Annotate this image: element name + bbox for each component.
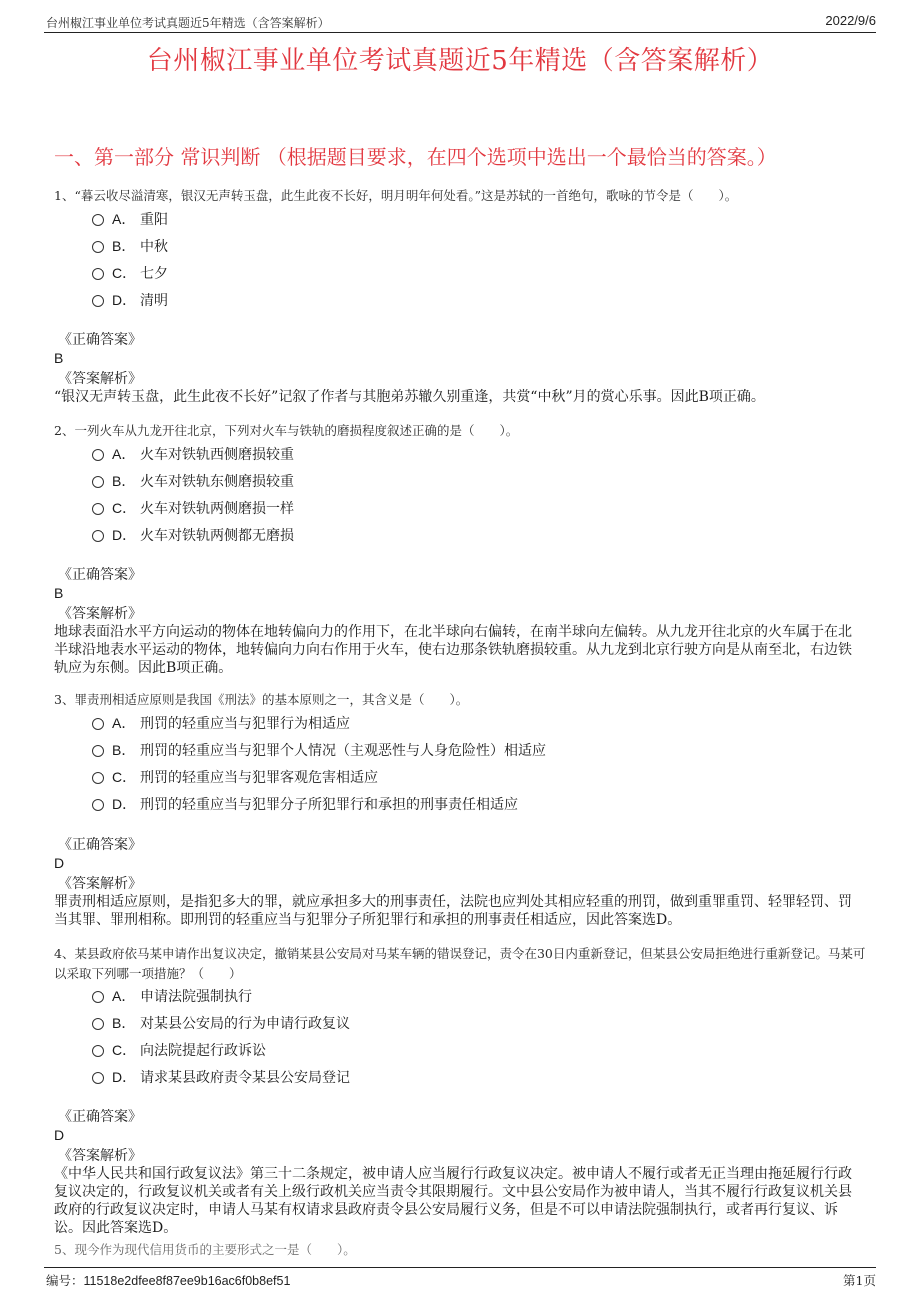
radio-icon[interactable] bbox=[92, 295, 104, 307]
option-text: 清明 bbox=[140, 293, 168, 309]
option-letter: C． bbox=[112, 500, 137, 516]
option-a[interactable] bbox=[92, 209, 168, 230]
option-letter: D． bbox=[112, 292, 137, 308]
radio-icon[interactable] bbox=[92, 745, 104, 757]
answer-label: 《正确答案》 bbox=[58, 567, 142, 583]
option-letter: A． bbox=[112, 988, 136, 1004]
answer-label: 《正确答案》 bbox=[58, 1109, 142, 1125]
answer-label: 《正确答案》 bbox=[58, 332, 142, 348]
header-date: 2022/9/6 bbox=[825, 13, 876, 28]
option-letter: B． bbox=[112, 1015, 136, 1031]
option-b[interactable] bbox=[92, 471, 294, 492]
option-letter: A． bbox=[112, 446, 136, 462]
question-stem: 4、某县政府依马某申请作出复议决定，撤销某县公安局对马某车辆的错误登记，责令在30日内重新登记，但某县公安局拒绝进行重新登记。马某可以采取下列哪一项措施？（ ） bbox=[54, 946, 866, 981]
question-stem: 1、“暮云收尽溢清寒，银汉无声转玉盘，此生此夜不长好，明月明年何处看。”这是苏轼的一首绝句，歌咏的节令是（ ）。 bbox=[54, 188, 738, 203]
option-text: 火车对铁轨西侧磨损较重 bbox=[140, 447, 294, 463]
radio-icon[interactable] bbox=[92, 799, 104, 811]
option-b[interactable] bbox=[92, 740, 546, 761]
option-d[interactable] bbox=[92, 794, 518, 815]
radio-icon[interactable] bbox=[92, 1045, 104, 1057]
option-letter: A． bbox=[112, 715, 136, 731]
explanation-text: 罪责刑相适应原则，是指犯多大的罪，就应承担多大的刑事责任，法院也应判处其相应轻重的刑罚，做到重罪重罚、轻罪轻罚、罚当其罪、罪刑相称。即刑罚的轻重应当与犯罪分子所犯罪行和承担的刑事责任相适应，因此答案选D。 bbox=[54, 894, 852, 928]
option-b[interactable] bbox=[92, 1013, 350, 1034]
explanation-label: 《答案解析》 bbox=[58, 1148, 142, 1164]
radio-icon[interactable] bbox=[92, 1072, 104, 1084]
explanation-label: 《答案解析》 bbox=[58, 371, 142, 387]
option-d[interactable] bbox=[92, 290, 168, 311]
option-letter: A． bbox=[112, 211, 136, 227]
correct-answer: B bbox=[54, 350, 64, 366]
footer-code: 编号：11518e2dfee8f87ee9b16ac6f0b8ef51 bbox=[46, 1274, 291, 1288]
radio-icon[interactable] bbox=[92, 241, 104, 253]
option-letter: D． bbox=[112, 1069, 137, 1085]
radio-icon[interactable] bbox=[92, 268, 104, 280]
option-letter: C． bbox=[112, 769, 137, 785]
correct-answer: D bbox=[54, 855, 65, 871]
option-letter: D． bbox=[112, 796, 137, 812]
radio-icon[interactable] bbox=[92, 772, 104, 784]
option-letter: B． bbox=[112, 742, 136, 758]
option-text: 刑罚的轻重应当与犯罪行为相适应 bbox=[140, 716, 350, 732]
option-text: 刑罚的轻重应当与犯罪分子所犯罪行和承担的刑事责任相适应 bbox=[140, 797, 518, 813]
option-letter: D． bbox=[112, 527, 137, 543]
option-d[interactable] bbox=[92, 525, 294, 546]
radio-icon[interactable] bbox=[92, 718, 104, 730]
option-c[interactable] bbox=[92, 498, 294, 519]
next-question-stem: 5、现今作为现代信用货币的主要形式之一是（ ）。 bbox=[54, 1242, 356, 1257]
explanation-text: 《中华人民共和国行政复议法》第三十二条规定，被申请人应当履行行政复议决定。被申请人不履行或者无正当理由拖延履行行政复议决定的，行政复议机关或者有关上级行政机关应当责令其限期履行。文中县公安局作为被申请人，当其不履行行政复议机关县政府的行政复议决定时，申请人马某有权请求县政府责令县公安局履行义务，但是不可以申请法院强制执行，或者再行复议、诉讼。因此答案选D。 bbox=[54, 1166, 852, 1236]
option-b[interactable] bbox=[92, 236, 168, 257]
option-text: 对某县公安局的行为申请行政复议 bbox=[140, 1016, 350, 1032]
radio-icon[interactable] bbox=[92, 503, 104, 515]
option-a[interactable] bbox=[92, 713, 350, 734]
option-text: 刑罚的轻重应当与犯罪个人情况（主观恶性与人身危险性）相适应 bbox=[140, 743, 546, 759]
explanation-label: 《答案解析》 bbox=[58, 606, 142, 622]
option-letter: C． bbox=[112, 1042, 137, 1058]
option-letter: C． bbox=[112, 265, 137, 281]
option-text: 火车对铁轨两侧磨损一样 bbox=[140, 501, 294, 517]
radio-icon[interactable] bbox=[92, 449, 104, 461]
footer-page-number: 第1页 bbox=[843, 1273, 876, 1288]
option-c[interactable] bbox=[92, 263, 168, 284]
option-c[interactable] bbox=[92, 1040, 266, 1061]
answer-label: 《正确答案》 bbox=[58, 837, 142, 853]
option-d[interactable] bbox=[92, 1067, 350, 1088]
explanation-text: 地球表面沿水平方向运动的物体在地转偏向力的作用下，在北半球向右偏转，在南半球向左偏转。从九龙开往北京的火车属于在北半球沿地表水平运动的物体，地转偏向力向右作用于火车，使右边那条铁轨磨损较重。从九龙到北京行驶方向是从南至北，右边铁轨应为东侧。因此B项正确。 bbox=[54, 624, 852, 676]
option-letter: B． bbox=[112, 473, 136, 489]
option-text: 重阳 bbox=[140, 212, 168, 228]
section-heading: 一、第一部分 常识判断 （根据题目要求，在四个选项中选出一个最恰当的答案。） bbox=[54, 145, 777, 169]
next-question-cutoff bbox=[54, 1242, 384, 1260]
footer-divider bbox=[44, 1267, 876, 1268]
header-divider bbox=[44, 32, 876, 33]
explanation-label: 《答案解析》 bbox=[58, 876, 142, 892]
option-text: 申请法院强制执行 bbox=[140, 989, 252, 1005]
option-text: 七夕 bbox=[140, 266, 168, 282]
radio-icon[interactable] bbox=[92, 991, 104, 1003]
question-stem: 2、一列火车从九龙开往北京，下列对火车与铁轨的磨损程度叙述正确的是（ ）。 bbox=[54, 423, 519, 438]
radio-icon[interactable] bbox=[92, 1018, 104, 1030]
page-title: 台州椒江事业单位考试真题近5年精选（含答案解析） bbox=[146, 46, 774, 76]
question-stem: 3、罪责刑相适应原则是我国《刑法》的基本原则之一，其含义是（ ）。 bbox=[54, 692, 469, 707]
option-letter: B． bbox=[112, 238, 136, 254]
option-a[interactable] bbox=[92, 444, 294, 465]
radio-icon[interactable] bbox=[92, 530, 104, 542]
radio-icon[interactable] bbox=[92, 214, 104, 226]
radio-icon[interactable] bbox=[92, 476, 104, 488]
option-text: 请求某县政府责令某县公安局登记 bbox=[140, 1070, 350, 1086]
header-doc-title: 台州椒江事业单位考试真题近5年精选（含答案解析） bbox=[46, 16, 330, 30]
option-c[interactable] bbox=[92, 767, 378, 788]
option-text: 向法院提起行政诉讼 bbox=[140, 1043, 266, 1059]
option-text: 中秋 bbox=[140, 239, 168, 255]
option-text: 刑罚的轻重应当与犯罪客观危害相适应 bbox=[140, 770, 378, 786]
correct-answer: D bbox=[54, 1127, 65, 1143]
option-a[interactable] bbox=[92, 986, 252, 1007]
correct-answer: B bbox=[54, 585, 64, 601]
explanation-text: “银汉无声转玉盘，此生此夜不长好”记叙了作者与其胞弟苏辙久别重逢，共赏“中秋”月的赏心乐事。因此B项正确。 bbox=[54, 389, 765, 405]
option-text: 火车对铁轨两侧都无磨损 bbox=[140, 528, 294, 544]
option-text: 火车对铁轨东侧磨损较重 bbox=[140, 474, 294, 490]
